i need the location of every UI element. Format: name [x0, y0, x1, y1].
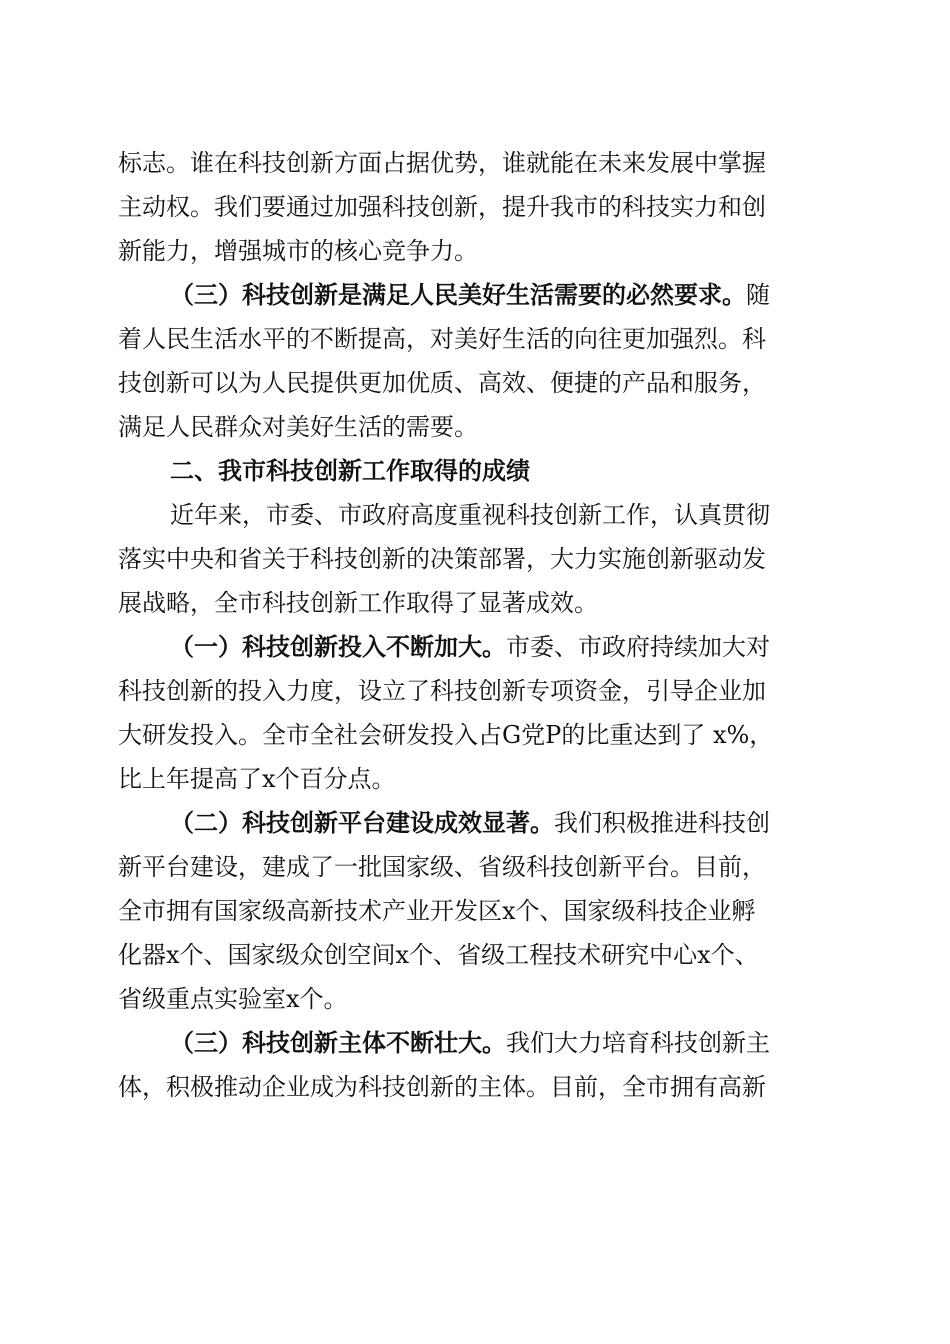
paragraph-lead: （一）科技创新投入不断加大。 — [170, 633, 506, 661]
text-line: 标志。谁在科技创新方面占据优势，谁就能在未来发展中掌握 — [118, 149, 766, 177]
paragraph-lead: （三）科技创新是满足人民美好生活需要的必然要求。 — [170, 281, 746, 309]
text-line: 新平台建设，建成了一批国家级、省级科技创新平台。目前， — [118, 853, 766, 881]
paragraph-section-3 — [118, 273, 830, 449]
text-line — [118, 1021, 830, 1065]
text-run: 我们积极推进科技创 — [554, 809, 770, 837]
text-run: 市委、市政府持续加大对 — [506, 633, 770, 661]
text-line — [118, 625, 830, 669]
text-line: 着人民生活水平的不断提高，对美好生活的向往更加强烈。科 — [118, 325, 766, 353]
text-line: 主动权。我们要通过加强科技创新，提升我市的科技实力和创 — [118, 193, 766, 221]
text-run: 随 — [746, 281, 770, 309]
text-line: 化器x个、国家级众创空间x个、省级工程技术研究中心x个、 — [118, 941, 759, 969]
document-body — [118, 141, 830, 1109]
paragraph-investment — [118, 625, 830, 801]
text-line: 近年来，市委、市政府高度重视科技创新工作，认真贯彻 — [170, 501, 770, 529]
text-line: 落实中央和省关于科技创新的决策部署，大力实施创新驱动发 — [118, 545, 766, 573]
text-line: 新能力，增强城市的核心竞争力。 — [118, 237, 478, 265]
paragraph-platforms — [118, 801, 830, 1021]
text-line — [118, 273, 830, 317]
paragraph-lead: （三）科技创新主体不断壮大。 — [170, 1029, 506, 1057]
paragraph-continued — [118, 141, 830, 273]
text-run: 我们大力培育科技创新主 — [506, 1029, 770, 1057]
text-line — [118, 801, 830, 845]
text-line: 展战略，全市科技创新工作取得了显著成效。 — [118, 589, 598, 617]
text-line: 体，积极推动企业成为科技创新的主体。目前，全市拥有高新 — [118, 1073, 766, 1101]
paragraph-entities — [118, 1021, 830, 1109]
text-line: 比上年提高了x个百分点。 — [118, 765, 396, 793]
section-heading: 二、我市科技创新工作取得的成绩 — [170, 457, 530, 485]
text-line: 科技创新的投入力度，设立了科技创新专项资金，引导企业加 — [118, 677, 766, 705]
text-line: 技创新可以为人民提供更加优质、高效、便捷的产品和服务， — [118, 369, 766, 397]
text-line: 大研发投入。全市全社会研发投入占G党P的比重达到了 x%， — [118, 721, 774, 749]
paragraph-intro — [118, 493, 830, 625]
text-line: 省级重点实验室x个。 — [118, 985, 348, 1013]
text-line: 全市拥有国家级高新技术产业开发区x个、国家级科技企业孵 — [118, 897, 756, 925]
text-line: 满足人民群众对美好生活的需要。 — [118, 413, 478, 441]
paragraph-lead: （二）科技创新平台建设成效显著。 — [170, 809, 554, 837]
